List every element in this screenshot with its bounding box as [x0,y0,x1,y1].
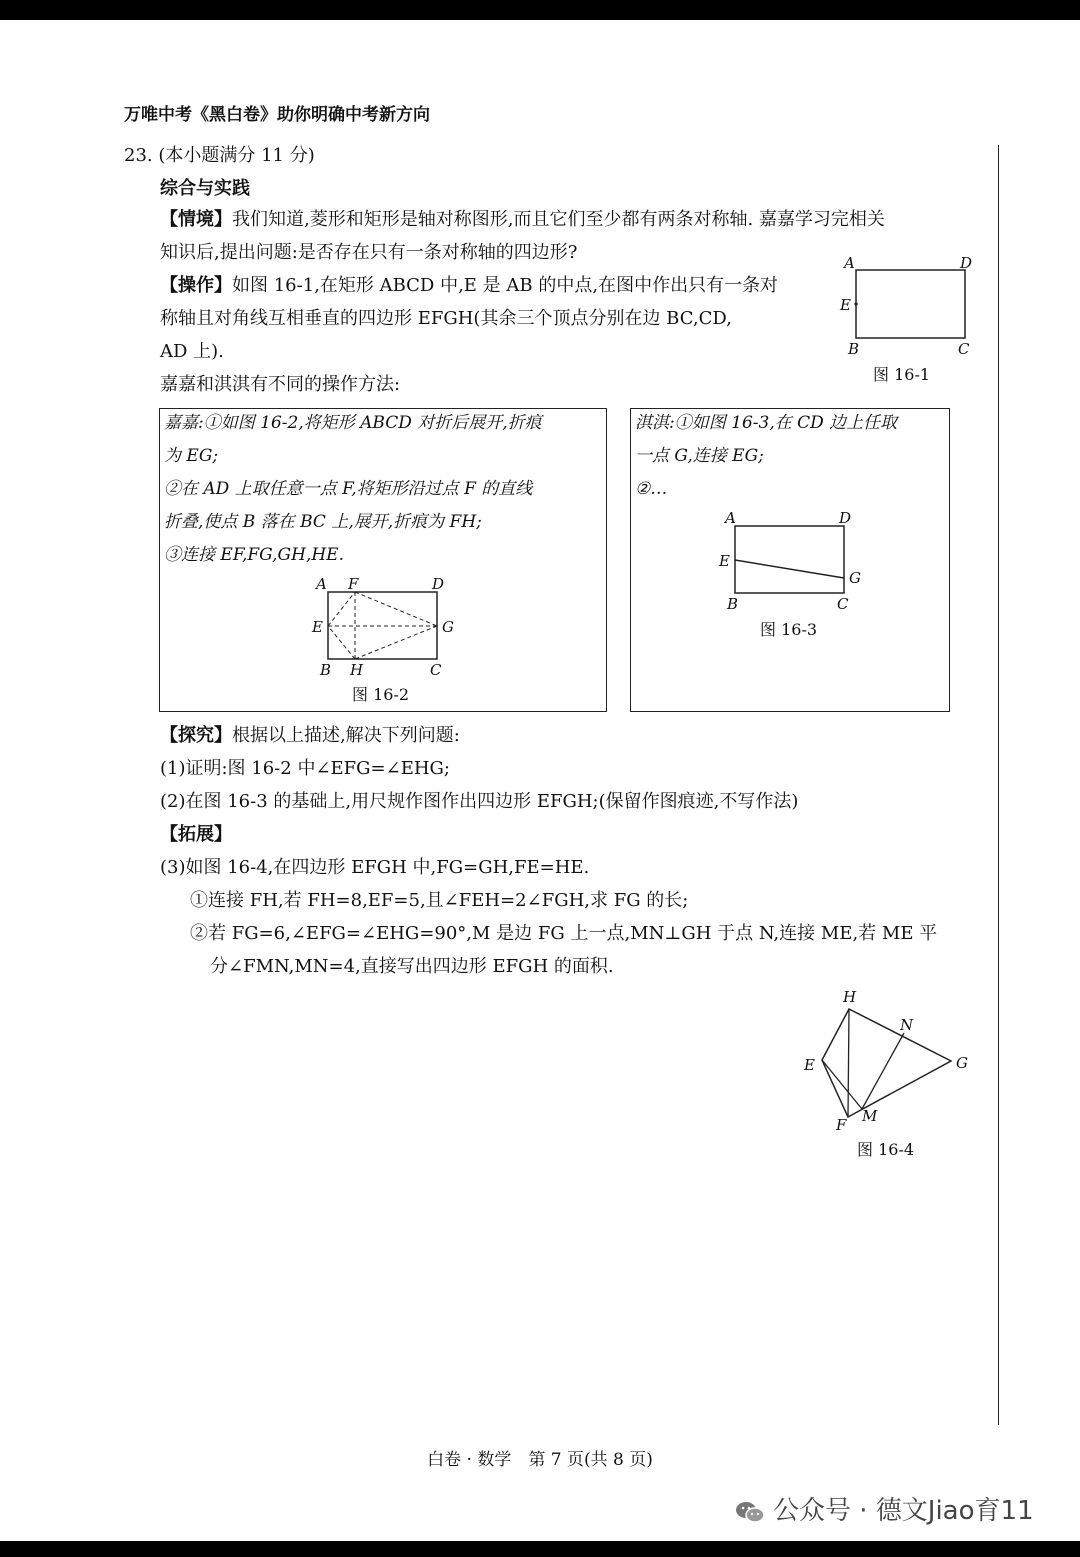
operation-line-3: AD 上). [160,341,224,362]
context-line-1 [160,208,885,232]
fig4-label-e: E [804,1056,815,1074]
question-3b-line-2: 分∠FMN,MN=4,直接写出四边形 EFGH 的面积. [210,956,614,977]
page-margin-line [998,145,999,1425]
question-number: 23. (本小题满分 11 分) [124,145,315,166]
fig1-label-a: A [844,254,855,272]
fig3-label-a: A [725,509,736,527]
fig3-label-c: C [837,595,849,613]
fig4-label-g: G [956,1054,968,1072]
fig2-label-c: C [430,661,442,679]
fig2-label-g: G [442,618,454,636]
context-text-1: 我们知道,菱形和矩形是轴对称图形,而且它们至少都有两条对称轴. 嘉嘉学习完相关 [232,209,885,230]
fig4-segment-em [822,1060,862,1109]
operation-label: 【操作】 [160,275,232,296]
fig3-segment-eg [735,560,844,578]
fig2-segment-gh [355,626,437,659]
qiqi-line-2: 一点 G,连接 EG; [635,446,764,466]
jiajia-line-5: ③连接 EF,FG,GH,HE. [164,545,344,565]
fig2-label-e: E [312,618,323,636]
fig1-label-c: C [958,340,970,358]
context-line-2: 知识后,提出问题:是否存在只有一条对称轴的四边形? [160,242,578,263]
explore-intro-line [160,724,460,748]
fig4-label-m: M [862,1107,878,1125]
jiajia-line-3: ②在 AD 上取任意一点 F,将矩形沿过点 F 的直线 [164,479,533,499]
figure-16-2 [308,572,468,682]
jiajia-line-2: 为 EG; [164,446,219,466]
page-header: 万唯中考《黑白卷》助你明确中考新方向 [124,105,430,125]
figure-16-1 [838,250,978,360]
fig4-label-n: N [900,1016,914,1034]
fig2-segment-he [328,626,355,659]
fig1-label-e: E [840,296,851,314]
fig1-label-b: B [848,340,860,358]
watermark [735,1490,1034,1527]
fig3-rectangle [735,526,844,593]
operation-text-1: 如图 16-1,在矩形 ABCD 中,E 是 AB 的中点,在图中作出只有一条对 [232,275,779,296]
fig1-caption: 图 16-1 [873,365,931,384]
qiqi-line-3: ②… [635,479,668,499]
fig2-label-b: B [320,661,332,679]
fig4-quadrilateral-efgh [822,1009,951,1117]
fig2-label-d: D [432,575,445,593]
context-label: 【情境】 [160,209,232,230]
explore-intro: 根据以上描述,解决下列问题: [232,725,460,746]
fig4-caption: 图 16-4 [857,1140,915,1159]
section-title: 综合与实践 [160,178,250,199]
fig2-label-a: A [316,575,327,593]
jiajia-line-1: 嘉嘉:①如图 16-2,将矩形 ABCD 对折后展开,折痕 [164,413,542,433]
watermark-text: 公众号 · 德文Jiao育11 [773,1496,1034,1526]
fig1-rectangle [856,270,965,338]
fig2-segment-fg [355,592,437,626]
explore-label: 【探究】 [160,725,232,746]
fig1-label-d: D [960,254,973,272]
fig2-segment-ef [328,592,355,626]
page-footer: 白卷 · 数学 第 7 页(共 8 页) [427,1450,653,1470]
figure-16-4 [796,985,986,1135]
fig4-segment-fh [848,1009,849,1117]
top-scan-border [0,0,1080,20]
question-1: (1)证明:图 16-2 中∠EFG=∠EHG; [160,758,450,779]
fig2-label-f: F [348,575,359,593]
fig2-label-h: H [350,661,364,679]
operation-line-2: 称轴且对角线互相垂直的四边形 EFGH(其余三个顶点分别在边 BC,CD, [160,308,732,329]
methods-intro: 嘉嘉和淇淇有不同的操作方法: [160,374,401,395]
jiajia-line-4: 折叠,使点 B 落在 BC 上,展开,折痕为 FH; [164,512,482,532]
fig3-label-d: D [839,509,852,527]
qiqi-line-1: 淇淇:①如图 16-3,在 CD 边上任取 [635,413,898,433]
bottom-scan-border [0,1541,1080,1557]
question-3a: ①连接 FH,若 FH=8,EF=5,且∠FEH=2∠FGH,求 FG 的长; [190,890,689,911]
figure-16-3 [715,506,875,616]
fig3-caption: 图 16-3 [760,620,818,639]
fig3-label-b: B [727,595,739,613]
wechat-icon [735,1500,765,1524]
extend-label: 【拓展】 [160,824,232,845]
fig3-label-g: G [849,569,861,587]
fig1-point-e [854,302,857,305]
operation-line-1 [160,274,778,298]
fig4-label-h: H [843,988,857,1006]
question-2: (2)在图 16-3 的基础上,用尺规作图作出四边形 EFGH;(保留作图痕迹,不写作法) [160,791,799,812]
fig3-label-e: E [719,552,730,570]
question-3: (3)如图 16-4,在四边形 EFGH 中,FG=GH,FE=HE. [160,857,590,878]
fig2-caption: 图 16-2 [352,685,410,704]
fig4-label-f: F [836,1116,847,1134]
question-3b-line-1: ②若 FG=6,∠EFG=∠EHG=90°,M 是边 FG 上一点,MN⊥GH 于点 N,连接 ME,若 ME 平 [190,923,938,944]
